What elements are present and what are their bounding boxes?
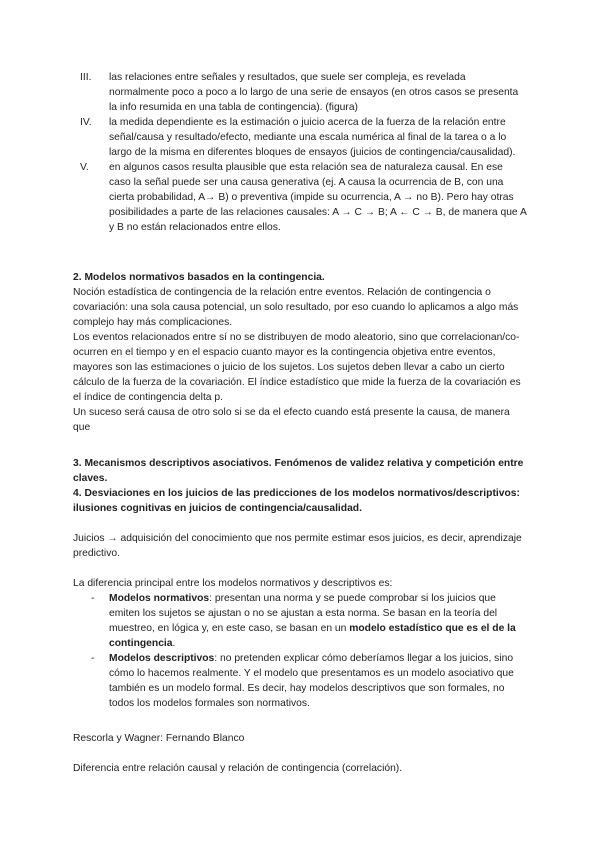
bullet-dash: - — [91, 593, 95, 604]
difference-section — [73, 576, 528, 711]
list-item — [91, 651, 528, 711]
juicios-text: Juicios → adquisición del conocimiento que nos permite estimar esos juicios, es decir, aprendizaje predictivo. — [73, 533, 522, 559]
roman-numeral-list — [0, 70, 600, 235]
section-3-heading: 3. Mecanismos descriptivos asociativos. Fenómenos de validez relativa y competición entre claves. — [73, 458, 524, 484]
list-item — [0, 160, 600, 235]
rescorla-line — [73, 731, 528, 746]
rescorla-text: Rescorla y Wagner: Fernando Blanco — [73, 733, 245, 744]
list-number: V. — [80, 162, 89, 173]
bullet-dash: - — [91, 653, 95, 664]
juicios-paragraph — [73, 531, 528, 561]
section-2-paragraph-2: Los eventos relacionados entre sí no se distribuyen de modo aleatorio, sino que correlacionan/co-ocurren en el tiempo y en el espacio cuanto mayor es la contingencia objetiva entre eventos, mayores son las estimaciones o juicio de los sujetos. Los sujetos deben llevar a cabo un cierto cálculo de la fuerza de la covariación. El índice estadístico que mide la fuerza de la covariación es el índice de contingencia delta p. — [73, 332, 521, 403]
bullet-term: Modelos descriptivos — [109, 653, 215, 664]
final-text: Diferencia entre relación causal y relación de contingencia (correlación). — [73, 763, 403, 774]
section-2-paragraph-1: Noción estadística de contingencia de la relación entre eventos. Relación de contingencia o covariación: una sola causa potencial, un solo resultado, por eso cuando lo aplicamos a algo más complejo hay más complicaciones. — [73, 287, 519, 328]
bullet-term: Modelos normativos — [109, 593, 210, 604]
bullet-text: : no pretenden explicar cómo deberíamos llegar a los juicios, sino cómo lo hacemos realmente. Y el modelo que presentamos es un modelo asociativo que también es un modelo formal. Es decir, hay modelos descriptivos que son formales, no todos los modelos formales son normativos. — [109, 653, 514, 709]
list-text: en algunos casos resulta plausible que esta relación sea de naturaleza causal. En ese caso la señal puede ser una causa generativa (ej. A causa la ocurrencia de B, con una cierta probabilidad, A→ B) o preventiva (impide su ocurrencia, A → no B). Pero hay otras posibilidades a parte de las relaciones causales: A → C → B; A ← C → B, de manera que A y B no están relacionados entre ellos. — [109, 162, 527, 233]
section-2-paragraph-3: Un suceso será causa de otro solo si se da el efecto cuando está presente la causa, de manera que — [73, 407, 510, 433]
list-item — [0, 70, 600, 115]
bullet-text: : presentan una norma y se puede comprobar si los juicios que emiten los sujetos se ajustan o no se ajustan a esta norma. Se basan en la teoría del muestreo, en lógica y, en este caso, se basan en un — [109, 593, 498, 634]
list-item — [91, 591, 528, 651]
list-number: III. — [80, 72, 92, 83]
section-2 — [73, 270, 528, 435]
bullet-emphasis: modelo estadístico que es el de la contingencia — [109, 623, 516, 649]
bullet-tail: . — [172, 638, 176, 649]
difference-intro: La diferencia principal entre los modelos normativos y descriptivos es: — [73, 578, 393, 589]
section-4-heading: 4. Desviaciones en los juicios de las predicciones de los modelos normativos/descriptivos: ilusiones cognitivas en juicios de contingencia/causalidad. — [73, 488, 520, 514]
list-text: las relaciones entre señales y resultados, que suele ser compleja, es revelada normalmente poco a poco a lo largo de una serie de ensayos (en otros casos se presenta la info resumida en una tabla de contingencia). (figura) — [109, 72, 519, 113]
sections-3-4 — [73, 456, 528, 516]
list-item — [0, 115, 600, 160]
final-line — [73, 761, 528, 776]
list-number: IV. — [80, 117, 92, 128]
list-text: la medida dependiente es la estimación o juicio acerca de la fuerza de la relación entre señal/causa y resultado/efecto, mediante una escala numérica al final de la tarea o a lo largo de la misma en diferentes bloques de ensayos (juicios de contingencia/causalidad). — [109, 117, 516, 158]
section-2-heading: 2. Modelos normativos basados en la contingencia. — [73, 272, 325, 283]
